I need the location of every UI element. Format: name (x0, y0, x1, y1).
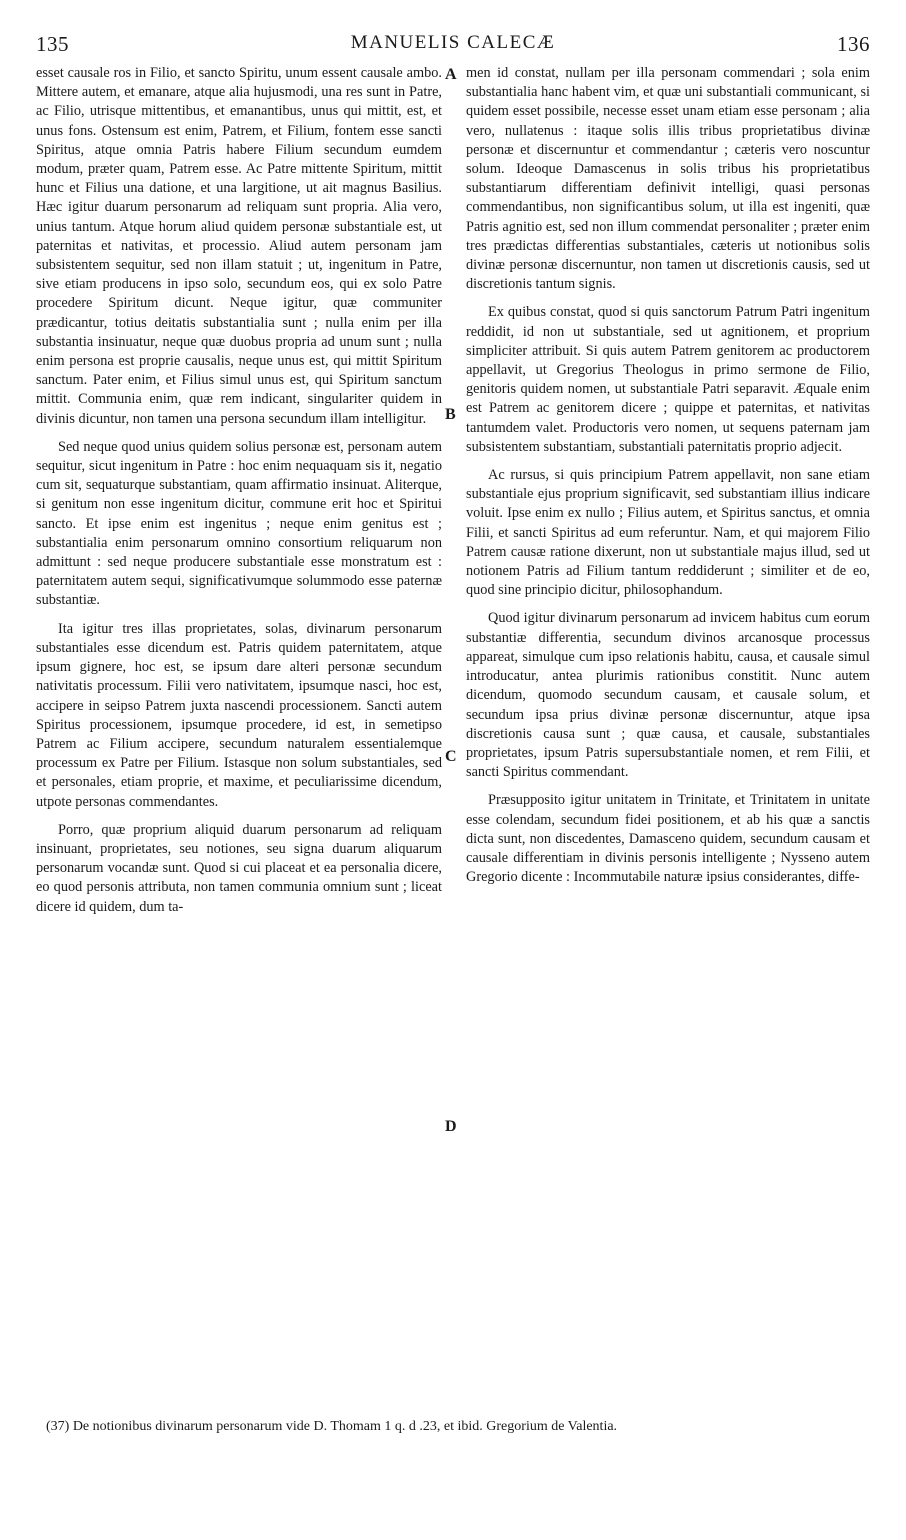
left-column (36, 64, 442, 926)
margin-marker-c: C (445, 748, 457, 765)
right-column (466, 64, 870, 896)
footnote: (37) De notionibus divinarum personarum vide D. Thomam 1 q. d .23, et ibid. Gregorium de Valentia. (46, 1419, 618, 1434)
paragraph: Quod igitur divinarum personarum ad invicem habitus cum eorum substantiæ differentia, secundum divinos arcanosque processus appareat, simulque cum ipso relationis habitu, causa, et causale simul introducatur, antea plurimis rationibus constitit. Nunc autem dicendum, quomodo secundum causam, et causale solum, et secundum ipsa prius divinæ personæ discernuntur, atque ipsa discretionis causa sunt ; quæ causa, et causale, substantiales proprietates, ipsum Patris supersubstantiale nomen, et rem Filii, et sancti Spiritus commendant. (466, 610, 870, 781)
page-number-right: 136 (837, 32, 870, 56)
paragraph: esset causale ros in Filio, et sancto Spiritu, unum essent causale ambo. Mittere autem, et emanare, atque alia hujusmodi, una res sunt in Patre, ac Filio, utrisque mittentibus, et emanantibus, unus qui mittit, est, et unus fons. Ostensum est enim, Patrem, et Filium, fontem esse sancti Spiritus, atque omnia Patris habere Filium secundum eumdem modum, præter quam, Patrem esse. Ac Patre mittente Spiritum, mittit hunc et Filius una datione, et una largitione, ut ait magnus Basilius. Hæc igitur duarum personarum ad reliquam sunt propria. Alia vero, unius tantum. Atque horum aliud quidem personæ substantiale est, ut paternitas et nativitas, et processio. Aliud autem personam jam subsistentem sequitur, sed non illam statuit ; ut, ingenitum in Patre, sive etiam producens in ipso solo, secundum eos, qui ex solo Patre procedere Spiritum dicunt. Neque igitur, quæ communiter prædicantur, totius deitatis substantialia sunt ; nulla enim per illa substantia insinuatur, neque quæ duobus propria ad unum sunt ; nulla enim persona est proprie causalis, neque unus est, qui mittit Spiritum sanctum. Pater enim, et Filius simul unus est, qui Spiritum sanctum mittit. Communia enim, quæ rem indicant, singulariter quidem in divinis dicuntur, non tamen una persona secundum illam intelligitur. (36, 65, 442, 427)
paragraph: men id constat, nullam per illa personam commendari ; sola enim substantialia hanc habent vim, et quæ uni substantiali communicant, si quidem esset possibile, necesse esset unam etiam esse personam ; alia vero, nullatenus : itaque solis illis tribus proprietatibus divinæ personæ et discernuntur et commendantur ; cæteris vero noscuntur solum. Ideoque Damascenus in solis tribus his proprietatibus substantiarum differentiam definivit intelligi, quasi personas commendantibus, non significantibus solum, ut illa est ingeniti, quæ Patris agnitio est, sed non illum commendat personaliter ; præter enim tres prædictas differentias substantiales, cæteris ut notionibus solis divinæ personæ discernuntur, non tamen ut discretionis causis, sed ut discretionis tantum signis. (466, 65, 870, 293)
paragraph: Ex quibus constat, quod si quis sanctorum Patrum Patri ingenitum reddidit, id non ut substantiale, sed ut agnitionem, et proprium simpliciter attribuit. Si quis autem Patrem genitorem ac productorem appellavit, ut Gregorius Theologus in primo sermone de Filio, genitoris quidem nomen, ut substantiale Patri separavit. Æquale enim est Patrem ac genitorem dicere ; quippe et paternitas, et nativitas tantumdem valet. Productoris vero nomen, ut sequens paternam jam subsistentem substantiam, substantiali paternitatis proprio adjecit. (466, 304, 870, 455)
paragraph: Ita igitur tres illas proprietates, solas, divinarum personarum substantiales esse dicendum est. Patris quidem paternitatem, atque ipsum gignere, hoc est, se ipsum dare alteri personæ secundum nativitatis processum. Filii vero nativitatem, ipsumque nasci, hoc est, accipere in seipso Patrem juxta nascendi processionem. Sancti autem Spiritus processionem, ipsumque procedere, id est, in semetipso Patrem ac Filium accipere, secundum naturalem essentialemque processum ex Patre per Filium. Istasque non solum substantiales, sed et personales, etiam proprie, et maxime, et peculiarissime dicendum, utpote personas commendantes. (36, 620, 442, 810)
running-title: MANUELIS CALECÆ (350, 32, 556, 53)
paragraph: Ac rursus, si quis principium Patrem appellavit, non sane etiam substantiale ejus proprium significavit, sed substantiam illius indicare voluit. Ipse enim ex nullo ; Filius autem, et Spiritus sanctus, et omnia Filii, et sancti Spiritus ad eum referuntur. Nam, et qui majorem Filio Patrem causæ ratione dixerunt, non ut substantiale majus illud, sed ut notionem Patris ad Filium tantum reddiderunt ; similiter et de eo, quod sine principio dicitur, philosophandum. (466, 467, 870, 599)
margin-marker-b: B (445, 406, 456, 423)
paragraph: Sed neque quod unius quidem solius personæ est, personam autem sequitur, sicut ingenitum in Patre : hoc enim nequaquam sis it, negatio cum sit, sequaturque substantiam, quam affirmatio insinuat. Aliterque, si genitum non esse ingenitum dicitur, commune erit hoc et Spiritui sancto. Et ipse enim est ingenitus ; neque enim genitus est ; substantialia enim personarum omnino consortium reliquarum non admittunt : sed neque producere substantiale esse monstratum est : paternitatem autem sequi, significativumque solummodo esse paternæ substantiæ. (36, 438, 442, 609)
paragraph: Præsupposito igitur unitatem in Trinitate, et Trinitatem in unitate esse colendam, secundum fidei positionem, et ab his quæ a sanctis dicta sunt, non discedentes, Damasceno quidem, secundum causam et causale differentiam in divinis personis intelligente ; Nysseno autem Gregorio dicente : Incommutabile naturæ ipsius considerantes, diffe- (466, 792, 870, 886)
page-header (36, 32, 870, 58)
margin-marker-d: D (445, 1118, 457, 1135)
page-number-left: 135 (36, 32, 69, 56)
margin-marker-a: A (445, 66, 457, 83)
paragraph: Porro, quæ proprium aliquid duarum personarum ad reliquam insinuant, proprietates, seu notiones, seu signa duarum aliquarum personarum vocandæ sunt. Quod si cui placeat et ea personalia dicere, eo quod personis attributa, non tamen communia omnium sunt ; liceat dicere id quidem, dum ta- (36, 821, 442, 915)
